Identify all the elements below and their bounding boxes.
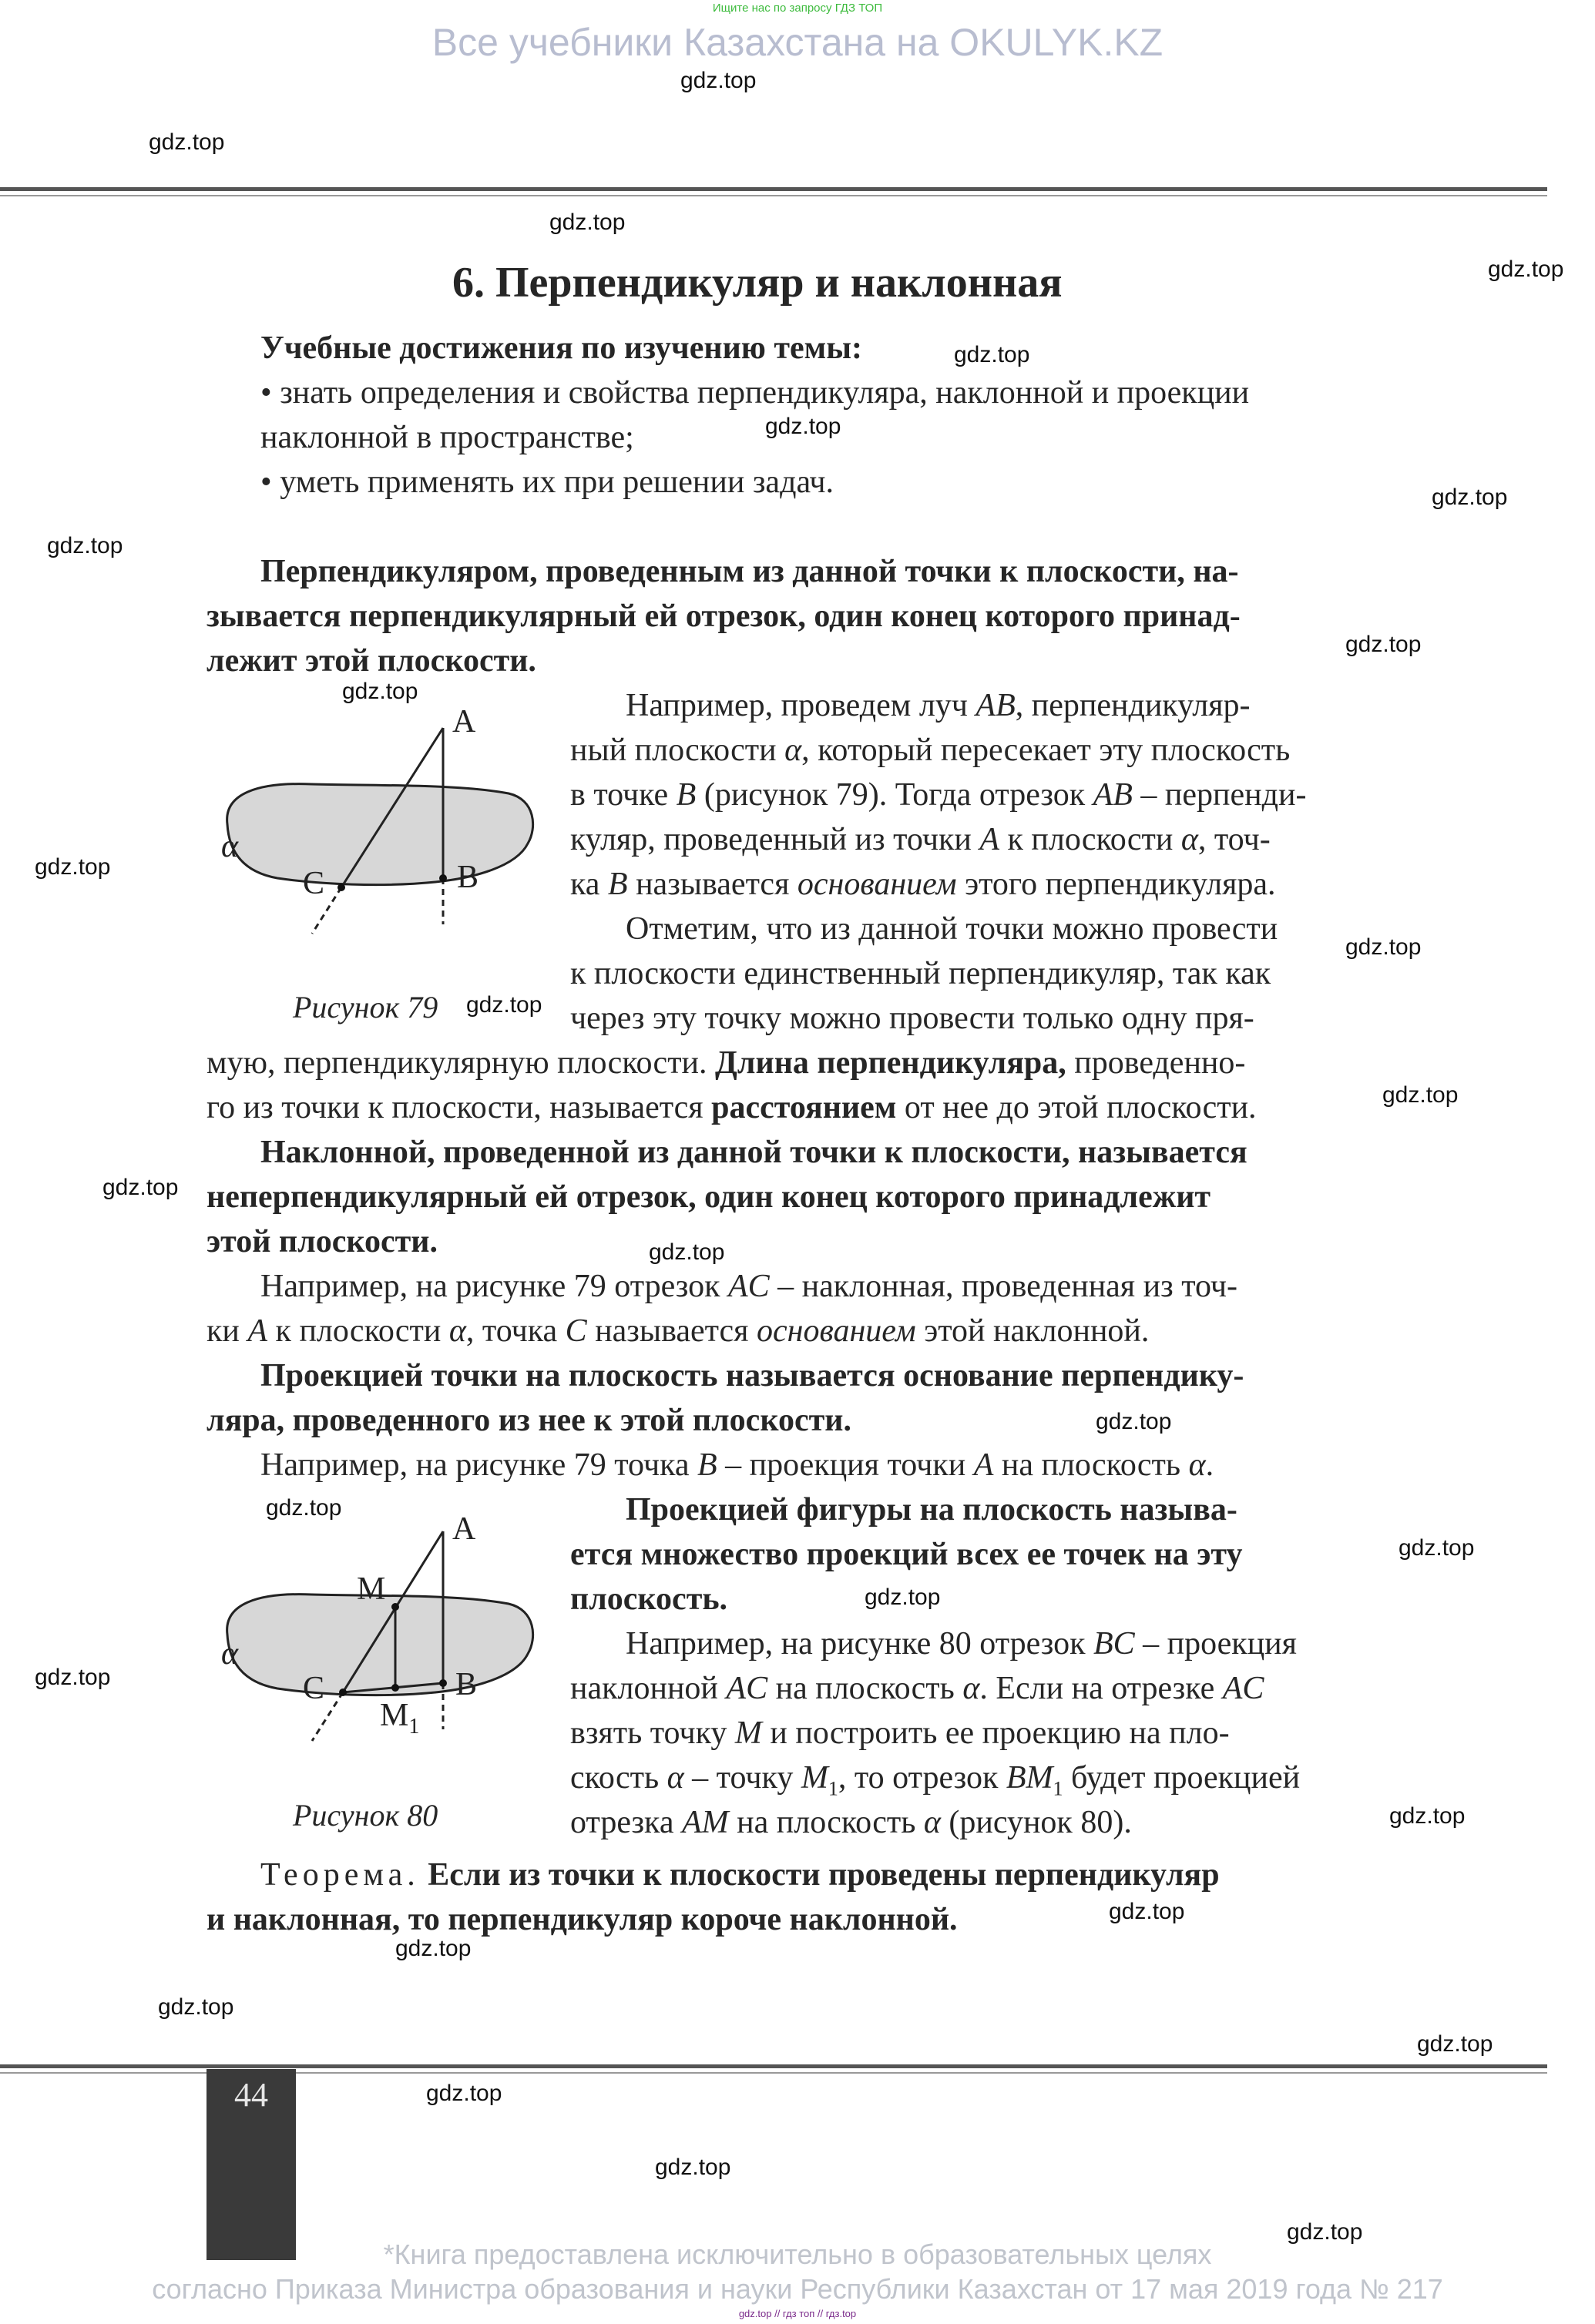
footer-line-1: *Книга предоставлена исключительно в образовательных целях <box>383 2238 1212 2270</box>
para-ab-l3: в точке B (рисунок 79). Тогда отрезок AB – перпенди- <box>570 777 1307 813</box>
para-ac-l2: ки A к плоскости α, точка C называется основанием этой наклонной. <box>207 1313 1150 1349</box>
para-ab-l2: ный плоскости α, который пересекает эту плоскость <box>570 733 1291 768</box>
point-m1 <box>391 1684 399 1692</box>
def-point-projection-l1: Проекцией точки на плоскость называется основание перпендику- <box>260 1358 1244 1393</box>
figure-79 <box>204 693 559 1017</box>
watermark: gdz.top <box>395 1936 472 1961</box>
theorem-label: Теорема. <box>260 1857 420 1893</box>
def-figure-projection-l3: плоскость. <box>570 1581 728 1617</box>
site-title[interactable]: Все учебники Казахстана на OKULYK.KZ <box>431 21 1164 64</box>
para-ab-l1: Например, проведем луч AB, перпендикуляр- <box>626 688 1251 723</box>
label-a: A <box>452 704 476 739</box>
para-ac-l1: Например, на рисунке 79 отрезок AC – наклонная, проведенная из точ- <box>260 1269 1238 1304</box>
para-unique-l2: к плоскости единственный перпендикуляр, так как <box>570 956 1271 991</box>
def-perpendicular-l3: лежит этой плоскости. <box>207 643 536 679</box>
watermark: gdz.top <box>649 1239 725 1265</box>
point-b <box>439 1679 447 1687</box>
watermark: gdz.top <box>426 2081 502 2106</box>
point-b <box>439 874 447 882</box>
point-c <box>339 1689 347 1696</box>
plane-alpha-shape <box>227 1595 533 1695</box>
figure-80-caption: Рисунок 80 <box>293 1798 438 1833</box>
watermark: gdz.top <box>1382 1082 1459 1108</box>
def-perpendicular-l2: зывается перпендикулярный ей отрезок, один конец которого принад- <box>207 599 1241 634</box>
header-rule-thin <box>0 195 1547 196</box>
label-c: C <box>303 1671 325 1706</box>
def-figure-projection-l1: Проекцией фигуры на плоскость называ- <box>626 1492 1237 1528</box>
watermark: gdz.top <box>266 1495 342 1521</box>
para-ab-l4: куляр, проведенный из точки A к плоскости α, точ- <box>570 822 1271 857</box>
point-m <box>391 1603 399 1611</box>
para-bc-l1: Например, на рисунке 80 отрезок BC – проекция <box>626 1626 1297 1662</box>
section-title: 6. Перпендикуляр и наклонная <box>452 259 1063 307</box>
para-bc-l4: скость α – точку $M_1$, то отрезок $BM_1$ будет проекцией <box>570 1760 1301 1800</box>
label-c: C <box>303 866 325 901</box>
figure-79-caption: Рисунок 79 <box>293 990 438 1025</box>
watermark: gdz.top <box>342 679 418 704</box>
para-unique-l4: мую, перпендикулярную плоскости. Длина перпендикуляра, проведенно- <box>207 1045 1246 1081</box>
watermark: gdz.top <box>1287 2219 1363 2245</box>
watermark: gdz.top <box>35 854 111 880</box>
def-perpendicular-l1: Перпендикуляром, проведенным из данной точки к плоскости, на- <box>260 554 1239 589</box>
figure-80 <box>204 1502 559 1826</box>
watermark: gdz.top <box>1389 1803 1466 1829</box>
goal-2: • уметь применять их при решении задач. <box>260 464 834 500</box>
def-oblique-l2: неперпендикулярный ей отрезок, один конец которого принадлежит <box>207 1179 1211 1215</box>
def-figure-projection-l2: ется множество проекций всех ее точек на эту <box>570 1537 1243 1572</box>
para-unique-l1: Отметим, что из данной точки можно провести <box>626 911 1278 947</box>
watermark: gdz.top <box>466 992 542 1018</box>
watermark: gdz.top <box>1432 485 1508 510</box>
watermark: gdz.top <box>35 1665 111 1690</box>
label-alpha: α <box>221 1636 239 1672</box>
label-b: B <box>455 1667 478 1702</box>
watermark: gdz.top <box>1399 1535 1475 1561</box>
para-unique-l3: через эту точку можно провести только одну пря- <box>570 1001 1254 1036</box>
watermark: gdz.top <box>1345 632 1422 657</box>
def-point-projection-l2: ляра, проведенного из нее к этой плоскости. <box>207 1403 851 1438</box>
watermark: gdz.top <box>765 414 841 439</box>
watermark: gdz.top <box>1488 257 1564 282</box>
watermark: gdz.top <box>549 210 626 235</box>
goal-1-line-1: • знать определения и свойства перпендикуляра, наклонной и проекции <box>260 375 1250 411</box>
footer-rule-thick <box>0 2064 1547 2068</box>
para-bc-l3: взять точку M и построить ее проекцию на пло- <box>570 1715 1230 1751</box>
top-search-note: Ищите нас по запросу ГДЗ ТОП <box>712 2 883 15</box>
goal-1-line-2: наклонной в пространстве; <box>260 420 634 455</box>
label-alpha: α <box>221 829 239 864</box>
para-bc-l2: наклонной AC на плоскость α. Если на отрезке AC <box>570 1671 1264 1706</box>
watermark: gdz.top <box>102 1175 179 1200</box>
label-a: A <box>452 1511 476 1547</box>
watermark: gdz.top <box>149 129 225 155</box>
point-c <box>337 884 345 891</box>
para-bc-l5: отрезка AM на плоскость α (рисунок 80). <box>570 1805 1132 1840</box>
def-oblique-l1: Наклонной, проведенной из данной точки к плоскости, называется <box>260 1135 1247 1170</box>
goals-heading: Учебные достижения по изучению темы: <box>260 330 863 366</box>
watermark: gdz.top <box>954 342 1030 367</box>
theorem-l1: Теорема. Если из точки к плоскости проведены перпендикуляр <box>260 1857 1220 1893</box>
watermark: gdz.top <box>1417 2031 1493 2057</box>
watermark: gdz.top <box>655 2155 731 2180</box>
watermark: gdz.top <box>158 1994 234 2020</box>
header-rule-thick <box>0 187 1547 191</box>
plane-alpha-shape <box>227 784 533 885</box>
label-b: B <box>457 860 479 895</box>
para-ab-l5: ка B называется основанием этого перпендикуляра. <box>570 867 1276 902</box>
footer-small: gdz.top // гдз топ // гдз.top <box>738 2308 857 2319</box>
label-m1: $M_1$ <box>380 1698 420 1739</box>
para-b-projection: Например, на рисунке 79 точка B – проекция точки A на плоскость α. <box>260 1447 1214 1483</box>
para-unique-l5: го из точки к плоскости, называется расстоянием от нее до этой плоскости. <box>207 1090 1257 1125</box>
watermark: gdz.top <box>1096 1409 1172 1434</box>
page-number: 44 <box>234 2076 268 2114</box>
theorem-l2: и наклонная, то перпендикуляр короче наклонной. <box>207 1902 958 1937</box>
def-oblique-l3: этой плоскости. <box>207 1224 438 1259</box>
footer-line-2: согласно Приказа Министра образования и науки Республики Казахстан от 17 мая 2019 года № 217 <box>152 2273 1443 2305</box>
label-m: M <box>357 1571 386 1607</box>
watermark: gdz.top <box>1109 1899 1185 1924</box>
watermark: gdz.top <box>47 533 123 558</box>
watermark: gdz.top <box>680 68 757 93</box>
watermark: gdz.top <box>1345 934 1422 960</box>
watermark: gdz.top <box>865 1585 941 1610</box>
